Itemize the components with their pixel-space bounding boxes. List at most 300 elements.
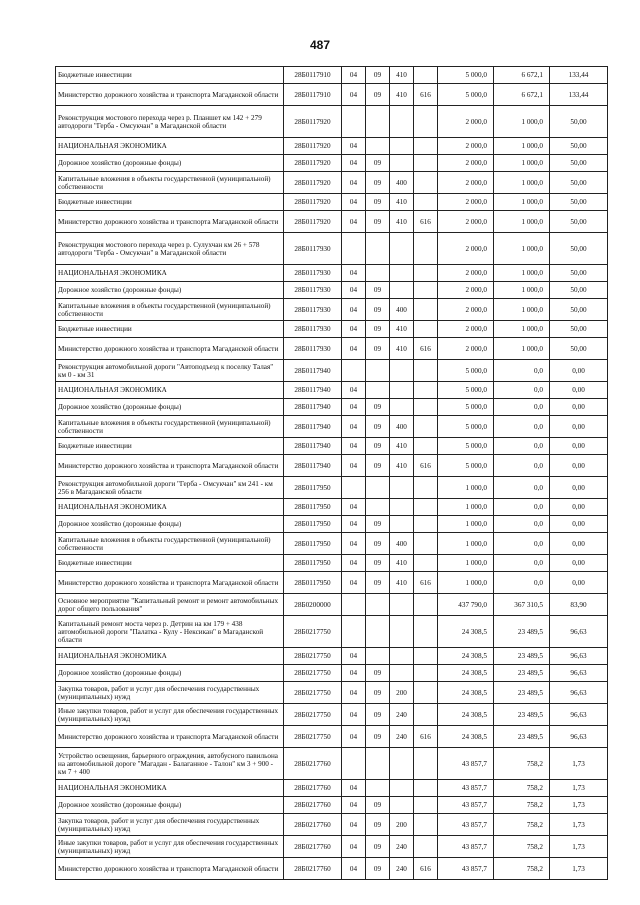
row-target-code: 28Б0117910 [284, 84, 342, 106]
row-ministry-code [414, 67, 438, 84]
table-row [56, 67, 608, 84]
row-planned-amount: 2 000,0 [438, 194, 494, 211]
row-executed-amount: 0,0 [494, 455, 550, 477]
row-executed-amount: 1 000,0 [494, 194, 550, 211]
row-planned-amount: 2 000,0 [438, 338, 494, 360]
row-section-code [342, 233, 366, 265]
row-name: Дорожное хозяйство (дорожные фонды) [56, 665, 284, 682]
table-row [56, 399, 608, 416]
row-expense-type-code [390, 648, 414, 665]
row-ministry-code [414, 416, 438, 438]
table-row [56, 748, 608, 780]
row-section-code: 04 [342, 648, 366, 665]
row-target-code: 28Б0200000 [284, 594, 342, 616]
row-planned-amount: 5 000,0 [438, 455, 494, 477]
row-executed-amount: 0,0 [494, 516, 550, 533]
row-executed-amount: 0,0 [494, 360, 550, 382]
row-expense-type-code: 410 [390, 455, 414, 477]
row-planned-amount: 24 308,5 [438, 682, 494, 704]
row-name: Министерство дорожного хозяйства и транспорта Магаданской области [56, 211, 284, 233]
row-target-code: 28Б0217760 [284, 836, 342, 858]
row-planned-amount: 43 857,7 [438, 836, 494, 858]
table-row [56, 338, 608, 360]
row-subsection-code: 09 [366, 299, 390, 321]
row-section-code: 04 [342, 704, 366, 726]
row-ministry-code [414, 836, 438, 858]
table-row [56, 533, 608, 555]
row-planned-amount: 43 857,7 [438, 858, 494, 880]
row-name: Дорожное хозяйство (дорожные фонды) [56, 797, 284, 814]
row-ministry-code: 616 [414, 726, 438, 748]
row-executed-amount: 1 000,0 [494, 282, 550, 299]
row-execution-percent: 50,00 [550, 155, 608, 172]
row-subsection-code: 09 [366, 416, 390, 438]
table-row [56, 648, 608, 665]
row-ministry-code [414, 748, 438, 780]
row-target-code: 28Б0117920 [284, 211, 342, 233]
row-execution-percent: 50,00 [550, 338, 608, 360]
row-execution-percent: 50,00 [550, 194, 608, 211]
row-planned-amount: 2 000,0 [438, 172, 494, 194]
row-execution-percent: 50,00 [550, 282, 608, 299]
table-row [56, 814, 608, 836]
row-section-code: 04 [342, 172, 366, 194]
table-row [56, 797, 608, 814]
row-executed-amount: 0,0 [494, 499, 550, 516]
row-section-code [342, 477, 366, 499]
row-executed-amount: 23 489,5 [494, 665, 550, 682]
row-name: Реконструкция мостового перехода через р. Планшет км 142 + 279 автодороги "Герба - Омсукчан" в Магаданской области [56, 106, 284, 138]
row-ministry-code [414, 682, 438, 704]
row-planned-amount: 437 790,0 [438, 594, 494, 616]
row-executed-amount: 0,0 [494, 416, 550, 438]
table-row [56, 265, 608, 282]
row-executed-amount: 23 489,5 [494, 682, 550, 704]
row-executed-amount: 6 672,1 [494, 67, 550, 84]
row-name: НАЦИОНАЛЬНАЯ ЭКОНОМИКА [56, 138, 284, 155]
row-ministry-code [414, 321, 438, 338]
row-planned-amount: 1 000,0 [438, 555, 494, 572]
row-section-code [342, 106, 366, 138]
row-executed-amount: 758,2 [494, 780, 550, 797]
row-ministry-code [414, 360, 438, 382]
row-planned-amount: 2 000,0 [438, 211, 494, 233]
row-name: Капитальный ремонт моста через р. Детрин на км 179 + 438 автомобильной дороги "Палатка - Кулу - Нексикан" в Магаданской области [56, 616, 284, 648]
row-section-code: 04 [342, 533, 366, 555]
row-execution-percent: 96,63 [550, 648, 608, 665]
row-section-code: 04 [342, 682, 366, 704]
row-name: НАЦИОНАЛЬНАЯ ЭКОНОМИКА [56, 648, 284, 665]
row-section-code: 04 [342, 416, 366, 438]
row-planned-amount: 2 000,0 [438, 155, 494, 172]
row-execution-percent: 1,73 [550, 814, 608, 836]
row-target-code: 28Б0117920 [284, 106, 342, 138]
row-expense-type-code [390, 138, 414, 155]
row-section-code: 04 [342, 797, 366, 814]
row-subsection-code: 09 [366, 555, 390, 572]
budget-table-body [56, 67, 608, 880]
row-name: Министерство дорожного хозяйства и транспорта Магаданской области [56, 455, 284, 477]
table-row [56, 682, 608, 704]
row-executed-amount: 23 489,5 [494, 704, 550, 726]
row-planned-amount: 1 000,0 [438, 516, 494, 533]
table-row [56, 416, 608, 438]
row-name: Закупка товаров, работ и услуг для обеспечения государственных (муниципальных) нужд [56, 814, 284, 836]
row-name: Бюджетные инвестиции [56, 438, 284, 455]
row-executed-amount: 0,0 [494, 477, 550, 499]
row-target-code: 28Б0217750 [284, 726, 342, 748]
row-executed-amount: 1 000,0 [494, 265, 550, 282]
row-planned-amount: 24 308,5 [438, 648, 494, 665]
row-execution-percent: 133,44 [550, 67, 608, 84]
row-planned-amount: 43 857,7 [438, 797, 494, 814]
row-planned-amount: 5 000,0 [438, 84, 494, 106]
row-ministry-code [414, 106, 438, 138]
row-executed-amount: 0,0 [494, 555, 550, 572]
row-name: Закупка товаров, работ и услуг для обеспечения государственных (муниципальных) нужд [56, 682, 284, 704]
row-expense-type-code: 410 [390, 338, 414, 360]
row-execution-percent: 96,63 [550, 704, 608, 726]
row-planned-amount: 5 000,0 [438, 382, 494, 399]
table-row [56, 616, 608, 648]
row-ministry-code [414, 194, 438, 211]
row-subsection-code: 09 [366, 338, 390, 360]
row-execution-percent: 0,00 [550, 360, 608, 382]
row-name: Дорожное хозяйство (дорожные фонды) [56, 516, 284, 533]
row-planned-amount: 5 000,0 [438, 438, 494, 455]
row-subsection-code [366, 233, 390, 265]
row-expense-type-code: 240 [390, 726, 414, 748]
table-row [56, 858, 608, 880]
row-executed-amount: 1 000,0 [494, 155, 550, 172]
row-section-code: 04 [342, 438, 366, 455]
row-target-code: 28Б0117920 [284, 138, 342, 155]
row-name: Капитальные вложения в объекты государственной (муниципальной) собственности [56, 533, 284, 555]
row-section-code: 04 [342, 399, 366, 416]
row-subsection-code: 09 [366, 516, 390, 533]
row-ministry-code [414, 477, 438, 499]
row-section-code: 04 [342, 726, 366, 748]
row-executed-amount: 0,0 [494, 399, 550, 416]
row-subsection-code: 09 [366, 455, 390, 477]
row-ministry-code: 616 [414, 84, 438, 106]
row-expense-type-code: 240 [390, 858, 414, 880]
row-expense-type-code: 410 [390, 555, 414, 572]
row-subsection-code [366, 616, 390, 648]
row-name: Капитальные вложения в объекты государственной (муниципальной) собственности [56, 172, 284, 194]
row-section-code: 04 [342, 321, 366, 338]
row-execution-percent: 0,00 [550, 455, 608, 477]
row-executed-amount: 1 000,0 [494, 233, 550, 265]
row-subsection-code: 09 [366, 836, 390, 858]
table-row [56, 477, 608, 499]
table-row [56, 594, 608, 616]
row-section-code: 04 [342, 265, 366, 282]
row-target-code: 28Б0217750 [284, 616, 342, 648]
row-subsection-code: 09 [366, 67, 390, 84]
row-target-code: 28Б0117930 [284, 282, 342, 299]
row-subsection-code: 09 [366, 172, 390, 194]
row-ministry-code: 616 [414, 455, 438, 477]
row-section-code: 04 [342, 836, 366, 858]
row-section-code: 04 [342, 555, 366, 572]
table-row [56, 233, 608, 265]
row-executed-amount: 1 000,0 [494, 106, 550, 138]
row-execution-percent: 96,63 [550, 665, 608, 682]
row-section-code [342, 360, 366, 382]
row-execution-percent: 1,73 [550, 836, 608, 858]
row-execution-percent: 50,00 [550, 211, 608, 233]
row-planned-amount: 5 000,0 [438, 399, 494, 416]
row-executed-amount: 0,0 [494, 533, 550, 555]
row-target-code: 28Б0117930 [284, 299, 342, 321]
row-planned-amount: 43 857,7 [438, 748, 494, 780]
page-number: 487 [309, 38, 331, 52]
row-subsection-code [366, 477, 390, 499]
row-subsection-code [366, 138, 390, 155]
row-subsection-code [366, 360, 390, 382]
table-row [56, 455, 608, 477]
row-target-code: 28Б0217760 [284, 814, 342, 836]
row-ministry-code [414, 382, 438, 399]
row-expense-type-code: 410 [390, 84, 414, 106]
row-target-code: 28Б0217750 [284, 665, 342, 682]
row-planned-amount: 24 308,5 [438, 616, 494, 648]
row-target-code: 28Б0117940 [284, 360, 342, 382]
row-planned-amount: 2 000,0 [438, 299, 494, 321]
row-expense-type-code [390, 155, 414, 172]
row-subsection-code [366, 648, 390, 665]
row-ministry-code [414, 555, 438, 572]
row-executed-amount: 0,0 [494, 382, 550, 399]
row-name: Основное мероприятие "Капитальный ремонт и ремонт автомобильных дорог общего пользования" [56, 594, 284, 616]
row-expense-type-code: 200 [390, 814, 414, 836]
row-name: Бюджетные инвестиции [56, 194, 284, 211]
row-target-code: 28Б0217760 [284, 858, 342, 880]
row-name: Устройство освещения, барьерного ограждения, автобусного павильона на автомобильной дороге "Магадан - Балаганное - Талон" км 3 + 900 - км 7 + 400 [56, 748, 284, 780]
row-target-code: 28Б0117950 [284, 533, 342, 555]
row-name: Реконструкция автомобильной дороги "Автоподъезд к поселку Талая" км 0 - км 31 [56, 360, 284, 382]
row-subsection-code: 09 [366, 438, 390, 455]
row-name: Капитальные вложения в объекты государственной (муниципальной) собственности [56, 299, 284, 321]
table-row [56, 836, 608, 858]
row-planned-amount: 2 000,0 [438, 282, 494, 299]
row-expense-type-code: 200 [390, 682, 414, 704]
row-subsection-code: 09 [366, 797, 390, 814]
row-subsection-code: 09 [366, 572, 390, 594]
row-section-code: 04 [342, 858, 366, 880]
row-execution-percent: 96,63 [550, 682, 608, 704]
row-planned-amount: 2 000,0 [438, 321, 494, 338]
row-subsection-code [366, 748, 390, 780]
row-execution-percent: 50,00 [550, 138, 608, 155]
budget-table [55, 66, 608, 880]
row-execution-percent: 50,00 [550, 265, 608, 282]
row-execution-percent: 0,00 [550, 416, 608, 438]
row-executed-amount: 758,2 [494, 797, 550, 814]
row-name: Министерство дорожного хозяйства и транспорта Магаданской области [56, 726, 284, 748]
row-planned-amount: 5 000,0 [438, 67, 494, 84]
row-planned-amount: 2 000,0 [438, 138, 494, 155]
table-row [56, 106, 608, 138]
row-planned-amount: 2 000,0 [438, 233, 494, 265]
row-ministry-code [414, 780, 438, 797]
row-executed-amount: 1 000,0 [494, 299, 550, 321]
row-subsection-code [366, 265, 390, 282]
row-expense-type-code [390, 233, 414, 265]
row-subsection-code [366, 382, 390, 399]
row-execution-percent: 83,90 [550, 594, 608, 616]
row-expense-type-code: 400 [390, 416, 414, 438]
row-section-code: 04 [342, 138, 366, 155]
row-subsection-code: 09 [366, 682, 390, 704]
row-target-code: 28Б0117950 [284, 572, 342, 594]
row-ministry-code [414, 516, 438, 533]
row-name: Капитальные вложения в объекты государственной (муниципальной) собственности [56, 416, 284, 438]
row-expense-type-code: 410 [390, 194, 414, 211]
row-execution-percent: 0,00 [550, 382, 608, 399]
row-section-code: 04 [342, 194, 366, 211]
row-execution-percent: 133,44 [550, 84, 608, 106]
row-subsection-code [366, 499, 390, 516]
row-target-code: 28Б0117940 [284, 382, 342, 399]
row-ministry-code [414, 172, 438, 194]
row-executed-amount: 1 000,0 [494, 138, 550, 155]
table-row [56, 572, 608, 594]
row-name: Дорожное хозяйство (дорожные фонды) [56, 399, 284, 416]
row-ministry-code: 616 [414, 572, 438, 594]
table-row [56, 194, 608, 211]
row-ministry-code [414, 797, 438, 814]
row-subsection-code: 09 [366, 84, 390, 106]
row-subsection-code [366, 594, 390, 616]
row-subsection-code: 09 [366, 155, 390, 172]
table-row [56, 780, 608, 797]
row-section-code: 04 [342, 67, 366, 84]
row-section-code: 04 [342, 780, 366, 797]
row-planned-amount: 1 000,0 [438, 533, 494, 555]
row-expense-type-code [390, 780, 414, 797]
row-ministry-code: 616 [414, 858, 438, 880]
row-target-code: 28Б0217750 [284, 648, 342, 665]
row-expense-type-code: 400 [390, 299, 414, 321]
row-target-code: 28Б0117950 [284, 516, 342, 533]
row-planned-amount: 1 000,0 [438, 572, 494, 594]
table-row [56, 665, 608, 682]
row-executed-amount: 1 000,0 [494, 321, 550, 338]
row-section-code: 04 [342, 455, 366, 477]
row-expense-type-code [390, 282, 414, 299]
row-section-code: 04 [342, 572, 366, 594]
row-section-code: 04 [342, 665, 366, 682]
row-target-code: 28Б0117920 [284, 155, 342, 172]
row-executed-amount: 1 000,0 [494, 211, 550, 233]
row-planned-amount: 2 000,0 [438, 106, 494, 138]
row-subsection-code: 09 [366, 726, 390, 748]
row-executed-amount: 758,2 [494, 858, 550, 880]
row-expense-type-code [390, 399, 414, 416]
row-execution-percent: 0,00 [550, 555, 608, 572]
row-target-code: 28Б0217760 [284, 780, 342, 797]
row-ministry-code [414, 282, 438, 299]
row-subsection-code: 09 [366, 321, 390, 338]
row-name: Министерство дорожного хозяйства и транспорта Магаданской области [56, 858, 284, 880]
row-section-code: 04 [342, 338, 366, 360]
row-expense-type-code [390, 477, 414, 499]
row-name: НАЦИОНАЛЬНАЯ ЭКОНОМИКА [56, 780, 284, 797]
row-ministry-code [414, 665, 438, 682]
row-planned-amount: 24 308,5 [438, 726, 494, 748]
row-section-code: 04 [342, 299, 366, 321]
row-execution-percent: 0,00 [550, 399, 608, 416]
row-executed-amount: 23 489,5 [494, 726, 550, 748]
row-target-code: 28Б0117950 [284, 477, 342, 499]
row-name: Реконструкция автомобильной дороги "Герба - Омсукчан" км 241 - км 256 в Магаданской области [56, 477, 284, 499]
row-executed-amount: 367 310,5 [494, 594, 550, 616]
row-expense-type-code [390, 265, 414, 282]
row-execution-percent: 50,00 [550, 299, 608, 321]
row-target-code: 28Б0117940 [284, 455, 342, 477]
table-row [56, 84, 608, 106]
row-planned-amount: 43 857,7 [438, 814, 494, 836]
row-planned-amount: 5 000,0 [438, 360, 494, 382]
row-executed-amount: 6 672,1 [494, 84, 550, 106]
row-expense-type-code: 240 [390, 836, 414, 858]
row-target-code: 28Б0117950 [284, 499, 342, 516]
row-executed-amount: 758,2 [494, 814, 550, 836]
row-planned-amount: 5 000,0 [438, 416, 494, 438]
table-row [56, 138, 608, 155]
row-ministry-code [414, 138, 438, 155]
row-execution-percent: 0,00 [550, 572, 608, 594]
row-subsection-code: 09 [366, 814, 390, 836]
table-row [56, 499, 608, 516]
row-ministry-code: 616 [414, 211, 438, 233]
row-target-code: 28Б0217760 [284, 797, 342, 814]
row-name: Министерство дорожного хозяйства и транспорта Магаданской области [56, 338, 284, 360]
row-expense-type-code [390, 594, 414, 616]
row-expense-type-code [390, 382, 414, 399]
table-row [56, 726, 608, 748]
row-execution-percent: 50,00 [550, 321, 608, 338]
row-executed-amount: 758,2 [494, 748, 550, 780]
table-row [56, 438, 608, 455]
row-executed-amount: 23 489,5 [494, 616, 550, 648]
row-execution-percent: 1,73 [550, 780, 608, 797]
row-execution-percent: 0,00 [550, 533, 608, 555]
row-section-code [342, 594, 366, 616]
row-planned-amount: 24 308,5 [438, 665, 494, 682]
row-name: Иные закупки товаров, работ и услуг для обеспечения государственных (муниципальных) нужд [56, 836, 284, 858]
row-expense-type-code [390, 499, 414, 516]
row-expense-type-code: 410 [390, 321, 414, 338]
row-planned-amount: 1 000,0 [438, 499, 494, 516]
table-row [56, 704, 608, 726]
row-target-code: 28Б0117940 [284, 438, 342, 455]
row-expense-type-code [390, 797, 414, 814]
row-execution-percent: 96,63 [550, 726, 608, 748]
row-subsection-code: 09 [366, 399, 390, 416]
row-name: Бюджетные инвестиции [56, 321, 284, 338]
row-target-code: 28Б0117930 [284, 233, 342, 265]
row-section-code: 04 [342, 382, 366, 399]
row-execution-percent: 0,00 [550, 516, 608, 533]
row-name: Иные закупки товаров, работ и услуг для обеспечения государственных (муниципальных) нужд [56, 704, 284, 726]
table-row [56, 382, 608, 399]
row-target-code: 28Б0117910 [284, 67, 342, 84]
row-target-code: 28Б0117930 [284, 338, 342, 360]
row-execution-percent: 50,00 [550, 233, 608, 265]
